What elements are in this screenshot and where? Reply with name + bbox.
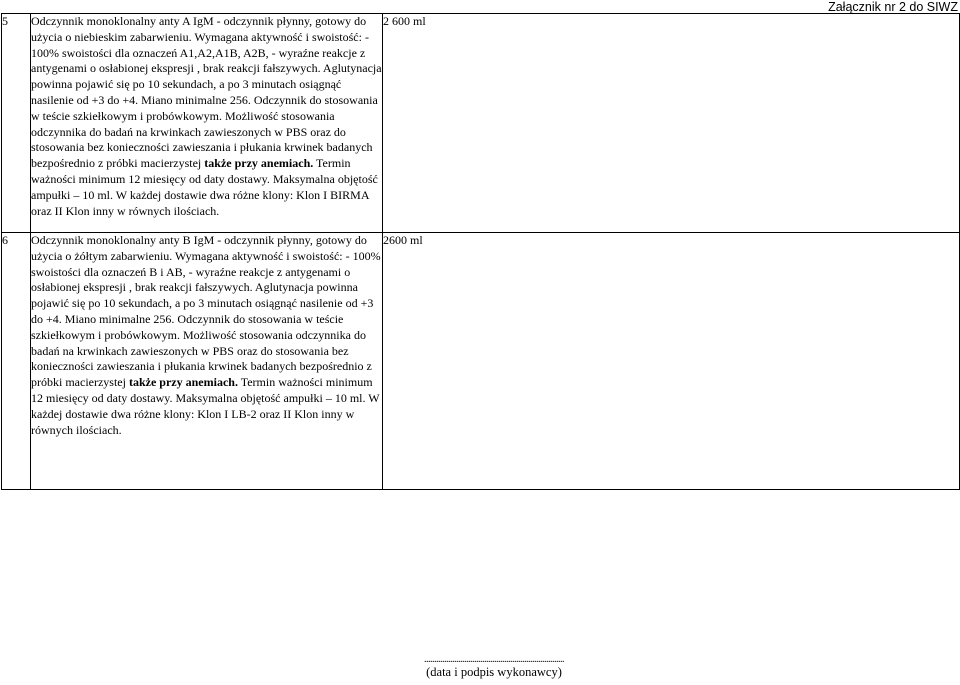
description-text-continued: Termin ważności minimum 12 miesięcy od daty dostawy. Maksymalna objętość ampułki – 10 ml. W każdej dostawie dwa różne klony: Klon I LB-2 oraz II Klon inny w równych ilościach. <box>31 375 380 437</box>
description-emphasis: także przy anemiach. <box>204 156 314 171</box>
description-text: Odczynnik monoklonalny anty A IgM - odczynnik płynny, gotowy do użycia o niebieskim zabarwieniu. Wymagana aktywność i swoistość: - 100% swoistości dla oznaczeń A1,A2,A1B, A2B, - wyraźne reakcje z antygenami o osłabionej ekspresji , brak reakcji fałszywych. Aglutynacja powinna pojawić się po 10 sekundach, a po 3 minutach osiągnąć nasilenie od +3 do +4. Miano minimalne 256. Odczynnik do stosowania w teście szkiełkowym i probówkowym. Możliwość stosowania odczynnika do badań na krwinkach zawieszonych w PBS oraz do stosowania bez konieczności zawieszania i płukania krwinek badanych bezpośrednio z próbki macierzystej <box>31 14 382 171</box>
description-emphasis: także przy anemiach. <box>128 375 238 390</box>
description-text-continued: Termin ważności minimum 12 miesięcy od daty dostawy. Maksymalna objętość ampułki – 10 ml. W każdej dostawie dwa różne klony: Klon I BIRMA oraz II Klon inny w równych ilościach. <box>31 156 378 218</box>
product-description <box>31 14 383 233</box>
product-description <box>31 233 383 490</box>
table-row <box>2 233 960 490</box>
quantity: 2 600 ml <box>383 14 960 233</box>
table-row <box>2 14 960 233</box>
signature-line: ...................................................................... <box>424 655 564 665</box>
attachment-label: Załącznik nr 2 do SIWZ <box>828 0 958 14</box>
specification-table <box>1 13 960 490</box>
signature-block <box>396 655 592 680</box>
quantity: 2600 ml <box>383 233 960 490</box>
signature-label: (data i podpis wykonawcy) <box>426 665 562 679</box>
row-number: 5 <box>2 14 31 233</box>
description-text: Odczynnik monoklonalny anty B IgM - odczynnik płynny, gotowy do użycia o żółtym zabarwieniu. Wymagana aktywność i swoistość: - 100% swoistości dla oznaczeń B i AB, - wyraźne reakcje z antygenami o osłabionej ekspresji , brak reakcji fałszywych. Aglutynacja powinna pojawić się po 10 sekundach, a po 3 minutach osiągnąć nasilenie od +3 do +4. Miano minimalne 256. Odczynnik do stosowania w teście szkiełkowym i probówkowym. Możliwość stosowania odczynnika do badań na krwinkach zawieszonych w PBS oraz do stosowania bez konieczności zawieszania i płukania krwinek badanych bezpośrednio z próbki macierzystej <box>31 233 381 390</box>
row-number: 6 <box>2 233 31 490</box>
